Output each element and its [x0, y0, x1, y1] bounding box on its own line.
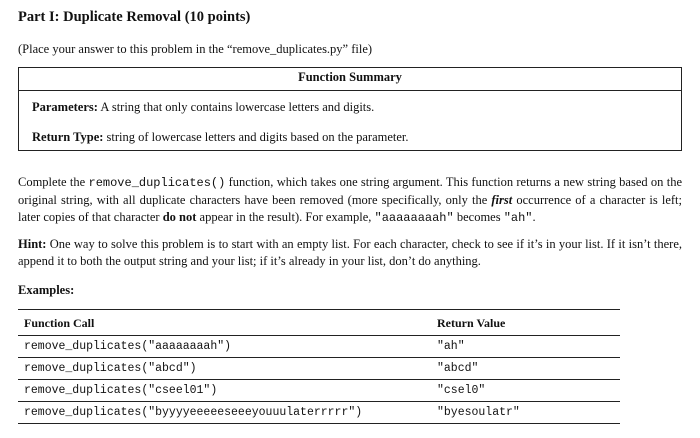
examples-table [18, 309, 620, 424]
section-title: Part I: Duplicate Removal (10 points) [18, 9, 251, 25]
return-type-label: Return Type: [32, 130, 104, 144]
table-row [18, 402, 620, 424]
function-call-cell: remove_duplicates("aaaaaaaah") [18, 336, 437, 358]
summary-divider [19, 90, 681, 91]
example-output-code: "ah" [503, 211, 533, 225]
description-paragraph: Complete the remove_duplicates() function, which takes one string argument. This function returns a new string based on the original string, with all duplicate characters have been removed (more specifically, only the first occurrence of a character is left; later copies of that character do not appear in the result). For example, "aaaaaaaah" becomes "ah". [18, 175, 682, 225]
table-row [18, 358, 620, 380]
emphasis-do-not: do not [162, 210, 197, 224]
table-row [18, 336, 620, 358]
hint-paragraph [18, 236, 682, 270]
function-call-cell: remove_duplicates("abcd") [18, 358, 437, 380]
function-call-cell: remove_duplicates("byyyyeeeeeseeeyouuulaterrrrr") [18, 402, 437, 424]
examples-heading: Examples: [18, 283, 75, 297]
return-value-cell: "abcd" [437, 358, 620, 380]
function-name-code: remove_duplicates() [88, 176, 226, 190]
emphasis-first: first [491, 193, 513, 207]
parameters-line [32, 100, 374, 115]
return-value-cell: "byesoulatr" [437, 402, 620, 424]
column-header-function-call: Function Call [18, 310, 437, 336]
return-type-line [32, 130, 409, 145]
function-call-cell: remove_duplicates("cseel01") [18, 380, 437, 402]
function-summary-title: Function Summary [298, 70, 402, 84]
example-input-code: "aaaaaaaah" [374, 211, 454, 225]
function-summary-box [18, 67, 682, 151]
hint-label: Hint: [18, 237, 47, 251]
return-value-cell: "ah" [437, 336, 620, 358]
instruction-text: (Place your answer to this problem in the “remove_duplicates.py” file) [18, 42, 373, 56]
parameters-label: Parameters: [32, 100, 98, 114]
return-value-cell: "csel0" [437, 380, 620, 402]
table-row [18, 380, 620, 402]
table-header-row [18, 310, 620, 336]
return-type-text: string of lowercase letters and digits based on the parameter. [103, 130, 409, 144]
parameters-text: A string that only contains lowercase letters and digits. [97, 100, 375, 114]
column-header-return-value: Return Value [437, 310, 620, 336]
hint-text: One way to solve this problem is to start with an empty list. For each character, check to see if it’s in your list. If it isn’t there, append it to both the output string and your list; if it’s already in your list, don’t do anything. [18, 237, 682, 268]
